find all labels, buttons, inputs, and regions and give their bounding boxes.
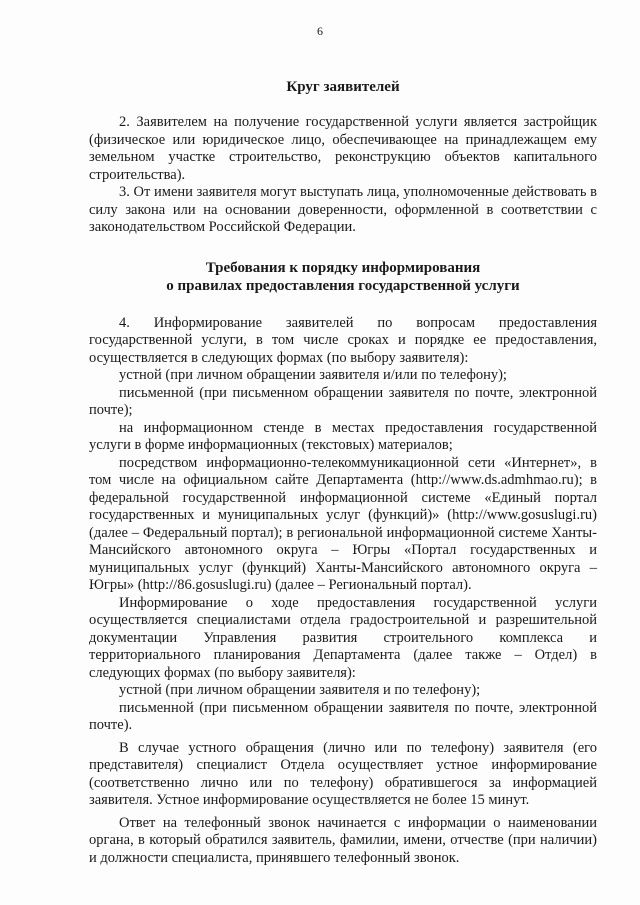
heading-requirements	[89, 259, 597, 295]
paragraph-3: 3. От имени заявителя могут выступать лица, уполномоченные действовать в силу закона или на основании доверенности, оформленной в соответствии с законодательством Российской Федерации.	[89, 184, 597, 235]
heading-requirements-line2: о правилах предоставления государственной услуги	[166, 277, 520, 294]
page-number: 6	[317, 24, 323, 38]
form-written-1: письменной (при письменном обращении заявителя по почте, электронной почте);	[89, 384, 597, 418]
paragraph-phone: Ответ на телефонный звонок начинается с информации о наименовании органа, в который обратился заявитель, фамилии, имени, отчестве (при наличии) и должности специалиста, принявшего телефонный звонок.	[89, 814, 597, 866]
paragraph-4: 4. Информирование заявителей по вопросам предоставления государственной услуги, в том числе сроках и порядке ее предоставления, осуществляется в следующих формах (по выбору заявителя):	[89, 314, 597, 366]
paragraph-oral-case: В случае устного обращения (лично или по телефону) заявителя (его представителя) специалист Отдела осуществляет устное информирование (соответственно лично или по телефону) обратившегося за информацией заявителя. Устное информирование осуществляется не более 15 минут.	[89, 739, 597, 808]
heading-requirements-line1: Требования к порядку информирования	[205, 259, 481, 276]
document-body	[89, 64, 597, 867]
heading-applicants: Круг заявителей	[286, 79, 400, 95]
form-oral-2: устной (при личном обращении заявителя и по телефону);	[119, 682, 481, 698]
form-written-2: письменной (при письменном обращении заявителя по почте, электронной почте).	[89, 699, 597, 733]
paragraph-2: 2. Заявителем на получение государственной услуги является застройщик (физическое или юридическое лицо, обеспечивающее на принадлежащем ему земельном участке строительство, реконструкцию объектов капитального строительства).	[89, 114, 597, 183]
paragraph-progress: Информирование о ходе предоставления государственной услуги осуществляется специалистами отдела градостроительной и разрешительной документации Управления развития строительного комплекса и территориального планирования Департамента (далее также – Отдел) в следующих формах (по выбору заявителя):	[89, 594, 597, 681]
form-internet: посредством информационно-телекоммуникационной сети «Интернет», в том числе на официальном сайте Департамента (http://www.ds.admhmao.ru); в федеральной государственной информационной системе «Единый портал государственных и муниципальных услуг (функций)» (http://www.gosuslugi.ru) (далее – Федеральный портал); в региональной информационной системе Ханты-Мансийского автономного округа – Югры «Портал государственных и муниципальных услуг (функций) Ханты-Мансийского автономного округа – Югры» (http://86.gosuslugi.ru) (далее – Региональный портал).	[89, 454, 597, 593]
form-oral-1: устной (при личном обращении заявителя и/или по телефону);	[119, 367, 507, 383]
form-stand: на информационном стенде в местах предоставления государственной услуги в форме информационных (текстовых) материалов;	[89, 419, 597, 453]
